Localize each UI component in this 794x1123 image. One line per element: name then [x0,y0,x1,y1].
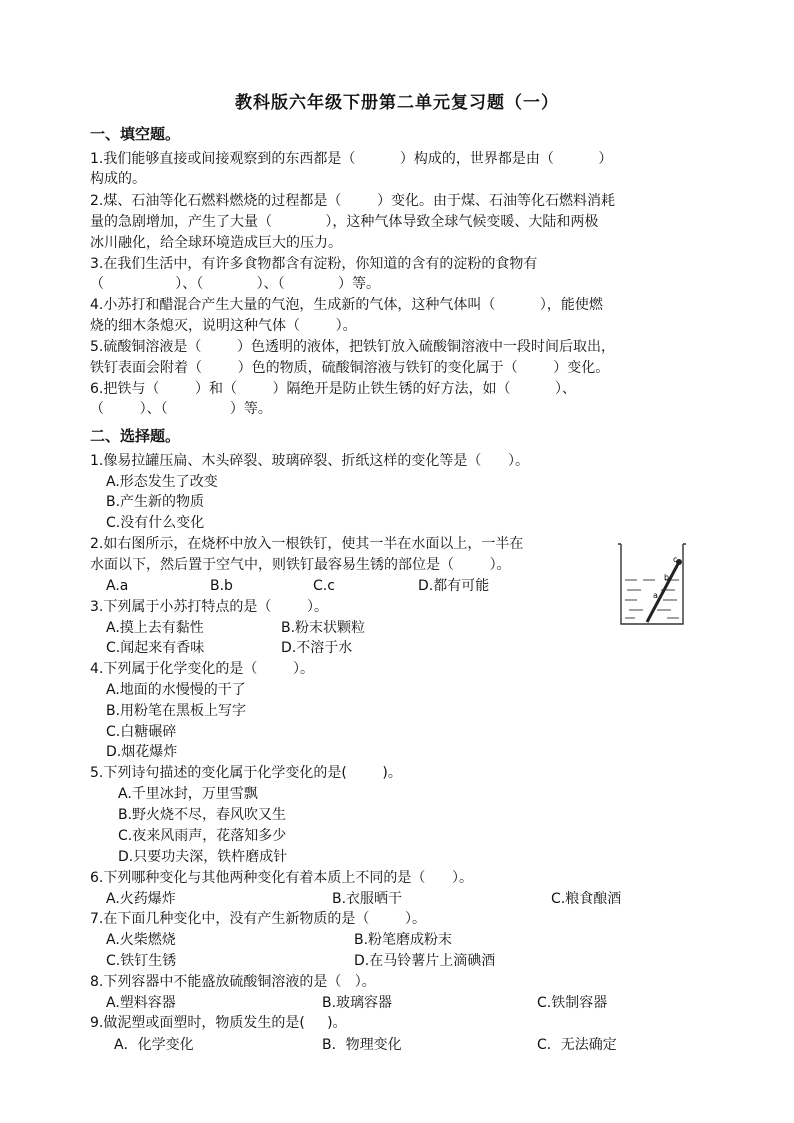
option-a: A.地面的水慢慢的干了 [106,682,246,698]
option-a: A.火药爆炸 [106,891,176,907]
fill-in-line: 4.小苏打和醋混合产生大量的气泡，生成新的气体，这种气体叫（ ），能使燃 [90,297,603,313]
option-a: A.千里冰封，万里雪飘 [118,786,258,802]
option-a: A.形态发生了改变 [106,474,218,490]
fill-in-line: （ ）、（ ）、（ ）等。 [90,276,381,292]
fill-in-line: 6.把铁与（ ）和（ ）隔绝开是防止铁生锈的好方法，如（ ）、 [90,381,577,397]
beaker-with-nail-figure [617,540,687,628]
fill-in-line: 2.煤、石油等化石燃料燃烧的过程都是（ ）变化。由于煤、石油等化石燃料消耗 [90,193,615,209]
question-stem: 4.下列属于化学变化的是（ ）。 [90,661,314,677]
option-c: C.粮食酿酒 [551,891,622,907]
fill-in-line: 3.在我们生活中，有许多食物都含有淀粉，你知道的含有的淀粉的食物有 [90,256,538,272]
fill-in-line: 1.我们能够直接或间接观察到的东西都是（ ）构成的，世界都是由（ ） [90,151,613,167]
option-c: C.没有什么变化 [106,515,205,531]
option-a: A.摸上去有黏性 [106,620,204,636]
option-c: C.铁钉生锈 [106,953,177,969]
fill-in-line: 铁钉表面会附着（ ）色的物质，硫酸铜溶液与铁钉的变化属于（ ）变化。 [90,360,610,376]
fill-in-line: 构成的。 [90,171,146,187]
option-b: B.粉笔磨成粉末 [354,932,453,948]
option-c: C．无法确定 [537,1037,617,1053]
question-stem: 水面以下，然后置于空气中，则铁钉最容易生锈的部位是（ ）。 [90,557,511,573]
page-title: 教科版六年级下册第二单元复习题（一） [235,93,559,113]
fill-in-line: 5.硫酸铜溶液是（ ）色透明的液体，把铁钉放入硫酸铜溶液中一段时间后取出， [90,339,615,355]
option-d: D.在马铃薯片上滴碘酒 [354,953,496,969]
question-stem: 7.在下面几种变化中，没有产生新物质的是（ ）。 [90,911,426,927]
option-a: A.塑料容器 [106,995,176,1011]
option-d: D.都有可能 [418,578,490,594]
option-c: C.白糖碾碎 [106,724,177,740]
option-b: B.野火烧不尽，春风吹又生 [118,807,287,823]
question-stem: 5.下列诗句描述的变化属于化学变化的是( )。 [90,765,402,781]
option-b: B.产生新的物质 [106,494,205,510]
question-stem: 8.下列容器中不能盛放硫酸铜溶液的是（ ）。 [90,974,376,990]
question-stem: 1.像易拉罐压扁、木头碎裂、玻璃碎裂、折纸这样的变化等是（ ）。 [90,453,530,469]
question-stem: 6.下列哪种变化与其他两种变化有着本质上不同的是（ ）。 [90,870,474,886]
option-c: C.闻起来有香味 [106,640,205,656]
fig-label-a: a [653,591,658,600]
fill-in-line: 冰川融化，给全球环境造成巨大的压力。 [90,235,342,251]
fig-label-b: b [664,573,670,582]
fill-in-line: 量的急剧增加，产生了大量（ ），这种气体导致全球气候变暖、大陆和两极 [90,214,599,230]
fill-in-line: 烧的细木条熄灭，说明这种气体（ ）。 [90,318,357,334]
option-b: B.玻璃容器 [322,995,393,1011]
option-d: D.只要功夫深，铁杵磨成针 [118,849,288,865]
fill-in-line: （ ）、（ ）等。 [90,401,272,417]
option-b: B.b [210,578,233,594]
option-c: C.c [313,578,335,594]
option-c: C.夜来风雨声，花落知多少 [118,828,287,844]
option-a: A.a [106,578,129,594]
option-b: B.粉末状颗粒 [281,620,366,636]
option-b: B.用粉笔在黑板上写字 [106,703,247,719]
option-a: A．化学变化 [114,1037,194,1053]
option-c: C.铁制容器 [537,995,608,1011]
section-choice-heading: 二、选择题。 [90,427,181,445]
section-fill-in-heading: 一、填空题。 [90,125,181,143]
question-stem: 3.下列属于小苏打特点的是（ ）。 [90,599,328,615]
option-d: D.不溶于水 [281,640,353,656]
option-b: B.衣服晒干 [332,891,403,907]
question-stem: 2.如右图所示，在烧杯中放入一根铁钉，使其一半在水面以上，一半在 [90,536,524,552]
nail [647,562,679,622]
question-stem: 9.做泥塑或面塑时，物质发生的是( )。 [90,1015,347,1031]
option-a: A.火柴燃烧 [106,932,176,948]
option-d: D.烟花爆炸 [106,744,178,760]
option-b: B．物理变化 [322,1037,402,1053]
fig-label-c: c [673,555,678,564]
